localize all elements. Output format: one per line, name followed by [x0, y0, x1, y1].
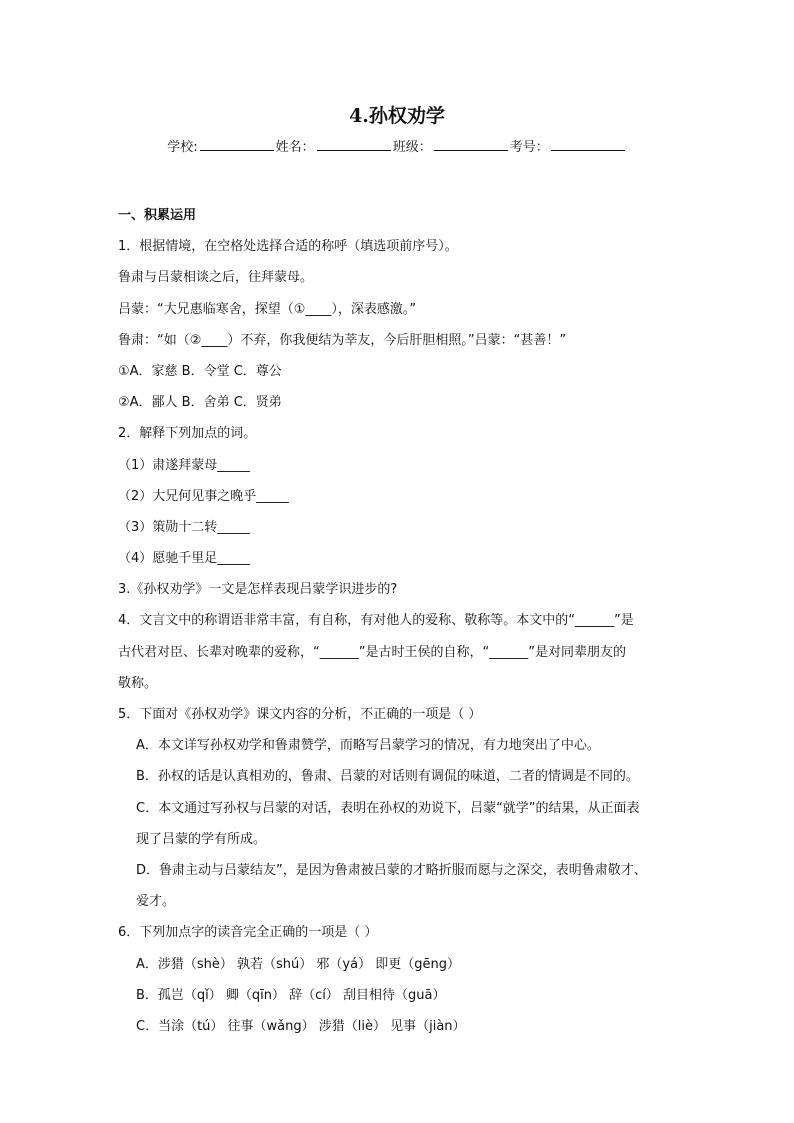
page-title: 4.孙权劝学: [349, 105, 445, 127]
text-line: ②A．鄙人 B．舍弟 C．贤弟: [118, 395, 282, 411]
question-content: [118, 200, 698, 1042]
name-label: 姓名：: [275, 140, 315, 155]
exam-number-label: 考号：: [509, 140, 549, 155]
school-blank[interactable]: [200, 138, 274, 151]
text-line: 敬称。: [118, 675, 158, 691]
class-blank[interactable]: [434, 138, 508, 151]
text-line: A．本文详写孙权劝学和鲁肃赞学，而略写吕蒙学习的情况，有力地突出了中心。: [136, 738, 600, 754]
text-line: B．孤岂（qǐ） 卿（qīn） 辞（cí） 刮目相待（guā）: [136, 987, 446, 1003]
text-line: B．孙权的话是认真相劝的，鲁肃、吕蒙的对话则有调侃的味道，二者的情调是不同的。: [136, 769, 639, 785]
text-line: （1）肃遂拜蒙母_____: [118, 457, 250, 473]
text-line: C．本文通过写孙权与吕蒙的对话，表明在孙权的劝说下，吕蒙“就学”的结果，从正面表: [136, 800, 640, 816]
text-line: 鲁肃：“如（②____）不弃，你我便结为莘友，今后肝胆相照。”吕蒙：“甚善！”: [118, 332, 567, 348]
text-line: 爱才。: [136, 894, 176, 910]
text-line: ①A．家慈 B．令堂 C．尊公: [118, 363, 282, 379]
text-line: （3）策勋十二转_____: [118, 519, 250, 535]
section-heading: 一、积累运用: [118, 208, 197, 223]
text-line: 4．文言文中的称谓语非常丰富，有自称，有对他人的爱称、敬称等。本文中的“______”是: [118, 613, 634, 629]
student-info-row: [0, 138, 794, 157]
text-line: 现了吕蒙的学有所成。: [136, 831, 267, 847]
text-line: （2）大兄何见事之晚乎_____: [118, 488, 289, 504]
text-line: 6．下列加点字的读音完全正确的一项是（ ）: [118, 925, 378, 941]
name-blank[interactable]: [317, 138, 391, 151]
text-line: （4）愿驰千里足_____: [118, 551, 250, 567]
text-line: 古代君对臣、长辈对晚辈的爱称，“______”是古时王侯的自称，“______”是对同辈朋友的: [118, 644, 626, 660]
text-line: 吕蒙：“大兄惠临寒舍，探望（①____），深表感激。”: [118, 301, 417, 317]
text-line: A．涉猎（shè） 孰若（shú） 邪（yá） 即更（gēng）: [136, 956, 460, 972]
school-label: 学校:: [167, 140, 198, 155]
text-line: D．鲁肃主动与吕蒙结友”，是因为鲁肃被吕蒙的才略折服而愿与之深交，表明鲁肃敬才、: [136, 862, 647, 878]
text-line: C．当涂（tú） 往事（wǎng） 涉猎（liè） 见事（jiàn）: [136, 1018, 466, 1034]
text-line: 鲁肃与吕蒙相谈之后，往拜蒙母。: [118, 270, 314, 286]
text-line: 5．下面对《孙权劝学》课文内容的分析，不正确的一项是（ ）: [118, 707, 482, 722]
text-line: 1．根据情境，在空格处选择合适的称呼（填选项前序号）。: [118, 239, 458, 255]
text-line: 2．解释下列加点的词。: [118, 426, 257, 442]
text-line: 3.《孙权劝学》一文是怎样表现吕蒙学识进步的?: [118, 582, 398, 598]
exam-number-blank[interactable]: [551, 138, 625, 151]
class-label: 班级：: [392, 140, 432, 155]
